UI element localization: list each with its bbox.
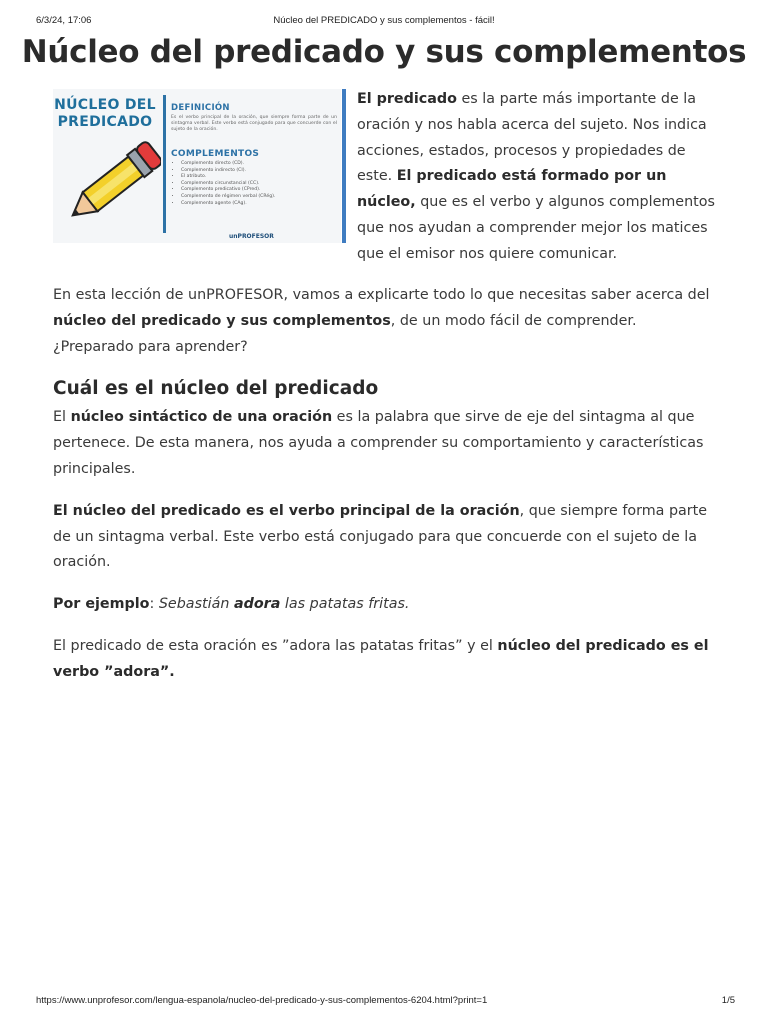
print-header (0, 15, 768, 29)
list-item: • El atributo. (181, 174, 275, 181)
pencil-icon (57, 139, 161, 235)
print-footer (0, 995, 768, 1009)
image-complements-heading: COMPLEMENTOS (171, 149, 260, 159)
image-definition-text: Es el verbo principal de la oración, que siempre forma parte de un sintagma verbal. Este verbo está conjugado para que concuerde con el sujeto de la oración. (171, 115, 337, 132)
print-url: https://www.unprofesor.com/lengua-espanola/nucleo-del-predicado-y-sus-complementos-6204.html?print=1 (36, 995, 488, 1006)
image-divider (163, 95, 166, 233)
example-explanation-paragraph: El predicado de esta oración es ”adora las patatas fritas” y el núcleo del predicado es el verbo ”adora”. (53, 637, 709, 680)
intro-paragraph: El predicado es la parte más importante de la oración y nos habla acerca del sujeto. Nos indica acciones, estados, procesos y propiedades de este. El predicado está formado por un núcleo, que es el verbo y algunos complementos que nos ayudan a comprender mejor los matices que el emisor nos quiere comunicar. (357, 91, 715, 262)
image-brand-logo: unPROFESOR (229, 233, 274, 240)
predicate-nucleus-paragraph: El núcleo del predicado es el verbo principal de la oración, que siempre forma parte de un sintagma verbal. Este verbo está conjugado para que concuerde con el sujeto de la oración. (53, 502, 708, 571)
example-paragraph: Por ejemplo: Sebastián adora las patatas fritas. (53, 596, 410, 613)
nucleus-definition-paragraph: El núcleo sintáctico de una oración es la palabra que sirve de eje del sintagma al que pertenece. De esta manera, nos ayuda a comprender su comportamiento y características principales. (53, 409, 704, 477)
section-heading: Cuál es el núcleo del predicado (53, 378, 379, 400)
list-item: • Complemento directo (CD). (181, 161, 275, 168)
list-item: • Complemento agente (CAg). (181, 201, 275, 208)
list-item: • Complemento indirecto (CI). (181, 168, 275, 175)
article-content (53, 283, 717, 702)
lesson-paragraph: En esta lección de unPROFESOR, vamos a explicarte todo lo que necesitas saber acerca del núcleo del predicado y sus complementos, de un modo fácil de comprender. ¿Preparado para aprender? (53, 287, 710, 355)
print-doc-title: Núcleo del PREDICADO y sus complementos - fácil! (273, 15, 495, 26)
list-item: • Complemento predicativo (CPred). (181, 187, 275, 194)
print-page-number: 1/5 (721, 995, 735, 1006)
print-datetime: 6/3/24, 17:06 (36, 15, 92, 26)
intro-accent-rule (342, 89, 346, 243)
intro-infographic-image (53, 89, 341, 243)
image-definition-heading: DEFINICIÓN (171, 103, 230, 113)
list-item: • Complemento de régimen verbal (CRég). (181, 194, 275, 201)
list-item: • Complemento circunstancial (CC). (181, 181, 275, 188)
image-complements-list (175, 161, 275, 207)
page-title: Núcleo del predicado y sus complementos (21, 34, 747, 70)
image-title: NÚCLEO DEL PREDICADO (54, 97, 156, 130)
